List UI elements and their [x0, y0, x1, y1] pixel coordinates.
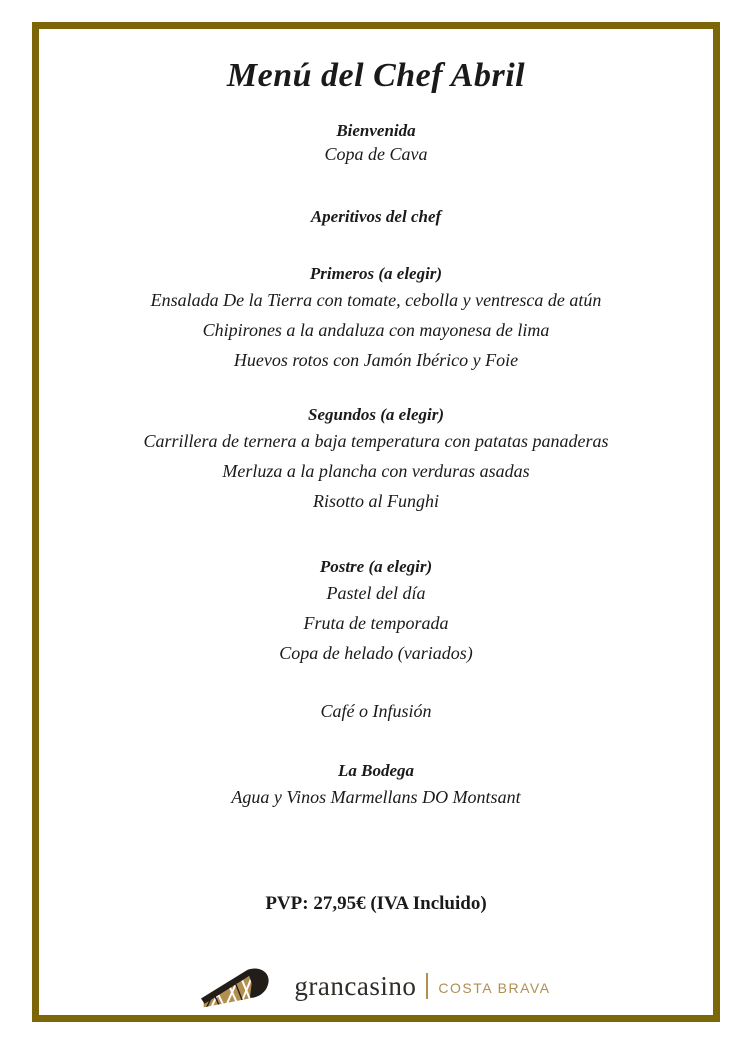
logo-separator	[426, 973, 428, 999]
casino-building-icon	[201, 960, 281, 1012]
section-aperitivos	[39, 206, 713, 228]
section-segundos	[39, 404, 713, 516]
logo-wordmark	[294, 970, 551, 1001]
logo-tagline-text: COSTA BRAVA	[438, 980, 551, 996]
section-la-bodega	[39, 760, 713, 812]
menu-item: Copa de Cava	[324, 144, 428, 164]
section-primeros	[39, 263, 713, 375]
menu-content	[39, 55, 713, 1012]
section-heading: Postre (a elegir)	[319, 557, 433, 576]
menu-item: Merluza a la plancha con verduras asadas	[222, 461, 530, 481]
section-heading: Aperitivos del chef	[310, 207, 442, 226]
section-postre	[39, 556, 713, 668]
menu-item: Fruta de temporada	[303, 613, 449, 633]
section-bienvenida	[39, 120, 713, 166]
menu-item: Agua y Vinos Marmellans DO Montsant	[231, 787, 521, 807]
menu-title: Menú del Chef Abril	[226, 57, 526, 94]
menu-item: Copa de helado (variados)	[279, 643, 473, 663]
menu-border-frame	[32, 22, 720, 1022]
section-heading: Bienvenida	[336, 121, 416, 140]
price-line: PVP: 27,95€ (IVA Incluido)	[265, 893, 487, 914]
menu-item: Café o Infusión	[320, 701, 432, 721]
menu-item: Pastel del día	[326, 583, 426, 603]
menu-item: Huevos rotos con Jamón Ibérico y Foie	[233, 350, 519, 370]
section-heading: Primeros (a elegir)	[309, 264, 443, 283]
menu-item: Chipirones a la andaluza con mayonesa de lima	[202, 320, 550, 340]
menu-item: Ensalada De la Tierra con tomate, cebolla y ventresca de atún	[150, 290, 602, 310]
grancasino-logo	[39, 960, 713, 1012]
section-heading: Segundos (a elegir)	[308, 405, 444, 424]
section-cafe	[39, 696, 713, 726]
menu-item: Risotto al Funghi	[313, 491, 439, 511]
logo-brand-text: grancasino	[294, 970, 417, 1001]
section-heading: La Bodega	[337, 761, 415, 780]
menu-item: Carrillera de ternera a baja temperatura con patatas panaderas	[143, 431, 609, 451]
